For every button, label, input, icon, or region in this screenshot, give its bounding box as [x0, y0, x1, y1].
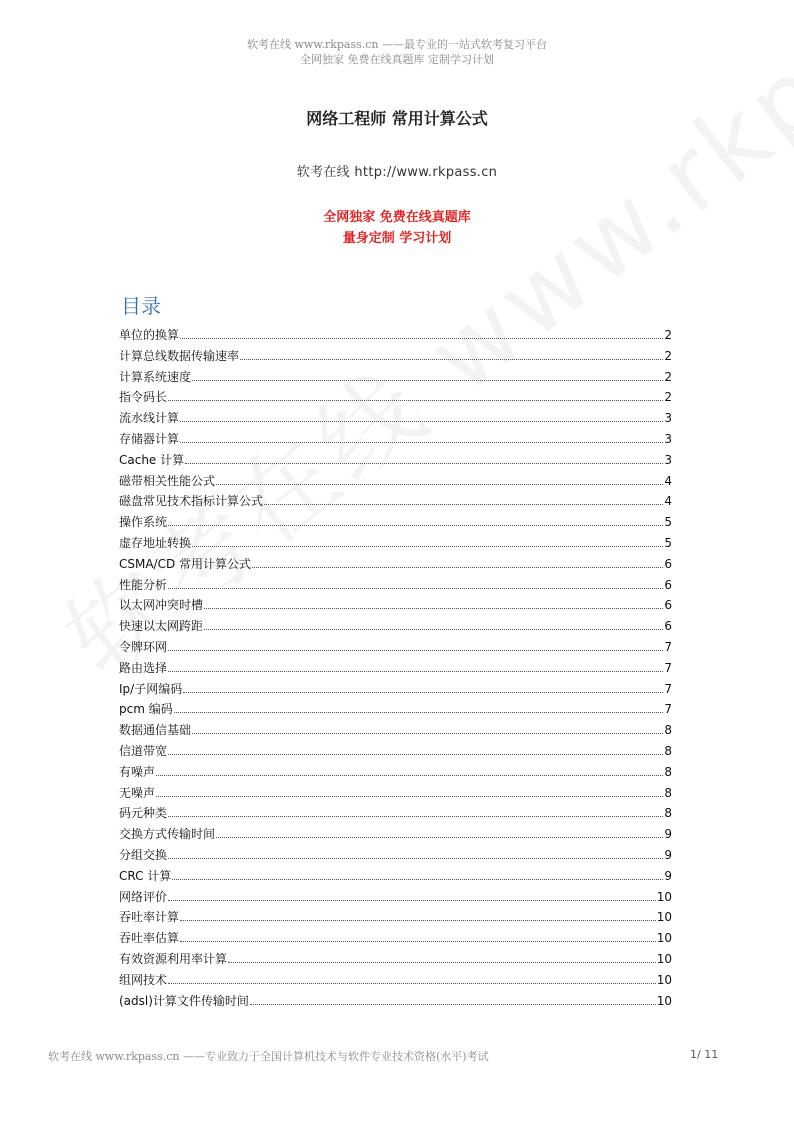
toc-entry-label: 快速以太网跨距 [119, 619, 204, 634]
toc-dot-leader [264, 504, 663, 505]
toc-entry-label: pcm 编码 [119, 702, 173, 717]
toc-entry-page: 10 [656, 931, 672, 946]
toc-entry-label: 无噪声 [119, 785, 156, 800]
toc-entry-label: 网络评价 [119, 889, 168, 904]
toc-entry[interactable] [119, 555, 672, 576]
toc-entry-label: 计算系统速度 [119, 369, 192, 384]
toc-entry-page: 4 [664, 494, 672, 509]
toc-entry-label: 信道带宽 [119, 743, 168, 758]
toc-entry[interactable] [119, 680, 672, 701]
site-link[interactable]: 软考在线 http://www.rkpass.cn [296, 165, 498, 180]
toc-entry-label: 分组交换 [119, 847, 168, 862]
toc-entry[interactable] [119, 867, 672, 888]
toc-entry-page: 6 [664, 619, 672, 634]
toc-entry[interactable] [119, 368, 672, 389]
toc-entry[interactable] [119, 992, 672, 1013]
toc-entry-label: 组网技术 [119, 972, 168, 987]
toc-entry[interactable] [119, 742, 672, 763]
toc-entry-label: CRC 计算 [119, 868, 172, 883]
toc-entry-label: 性能分析 [119, 577, 168, 592]
toc-entry-page: 7 [664, 681, 672, 696]
toc-entry[interactable] [119, 409, 672, 430]
toc-entry-page: 6 [664, 577, 672, 592]
toc-dot-leader [252, 567, 663, 568]
toc-entry-label: CSMA/CD 常用计算公式 [119, 556, 252, 571]
toc-entry[interactable] [119, 659, 672, 680]
toc-dot-leader [168, 400, 663, 401]
toc-dot-leader [168, 671, 663, 672]
toc-entry[interactable] [119, 825, 672, 846]
toc-dot-leader [216, 484, 663, 485]
toc-dot-leader [180, 338, 663, 339]
toc-entry-label: 吞吐率估算 [119, 931, 180, 946]
toc-entry-label: 吞吐率计算 [119, 910, 180, 925]
toc-entry-label: 磁带相关性能公式 [119, 473, 216, 488]
toc-entry-label: 磁盘常见技术指标计算公式 [119, 494, 264, 509]
toc-entry[interactable] [119, 784, 672, 805]
toc-entry-page: 3 [664, 452, 672, 467]
toc-entry-page: 2 [664, 390, 672, 405]
page-footer-text: 软考在线 www.rkpass.cn ——专业致力于全国计算机技术与软件专业技术资格(水平)考试 [48, 1050, 489, 1063]
toc-entry-page: 8 [664, 785, 672, 800]
toc-dot-leader [185, 463, 663, 464]
toc-entry-label: Cache 计算 [119, 452, 185, 467]
toc-entry[interactable] [119, 347, 672, 368]
toc-entry[interactable] [119, 763, 672, 784]
page-header-line1: 软考在线 www.rkpass.cn ——最专业的一站式软考复习平台 [247, 38, 547, 51]
toc-entry-page: 6 [664, 556, 672, 571]
toc-heading: 目录 [121, 294, 161, 318]
toc-entry-page: 8 [664, 743, 672, 758]
page-number: 1/ 11 [690, 1048, 719, 1061]
toc-dot-leader [174, 712, 664, 713]
toc-entry-page: 9 [664, 827, 672, 842]
toc-entry-page: 3 [664, 411, 672, 426]
toc-entry-page: 10 [656, 951, 672, 966]
toc-entry[interactable] [119, 950, 672, 971]
toc-entry-page: 10 [656, 910, 672, 925]
toc-dot-leader [172, 879, 663, 880]
toc-dot-leader [168, 754, 663, 755]
toc-dot-leader [192, 546, 663, 547]
promo-line-1: 全网独家 免费在线真题库 [323, 210, 471, 225]
toc-entry[interactable] [119, 430, 672, 451]
toc-entry[interactable] [119, 929, 672, 950]
toc-dot-leader [180, 941, 656, 942]
toc-dot-leader [204, 608, 663, 609]
toc-entry-page: 10 [656, 993, 672, 1008]
toc-entry-page: 5 [664, 515, 672, 530]
toc-entry-label: 交换方式传输时间 [119, 827, 216, 842]
toc-entry-page: 3 [664, 431, 672, 446]
toc-entry-label: Ip/子网编码 [119, 681, 183, 696]
table-of-contents [119, 326, 672, 1012]
toc-dot-leader [183, 692, 663, 693]
toc-entry-page: 10 [656, 972, 672, 987]
toc-dot-leader [168, 525, 663, 526]
toc-dot-leader [228, 962, 656, 963]
toc-entry-page: 5 [664, 535, 672, 550]
toc-entry-page: 8 [664, 806, 672, 821]
toc-dot-leader [168, 588, 663, 589]
toc-entry-label: 数据通信基础 [119, 723, 192, 738]
toc-entry-label: 有效资源利用率计算 [119, 951, 228, 966]
toc-entry-label: 虚存地址转换 [119, 535, 192, 550]
toc-dot-leader [180, 920, 656, 921]
toc-entry[interactable] [119, 888, 672, 909]
toc-dot-leader [180, 421, 663, 422]
document-title: 网络工程师 常用计算公式 [306, 109, 488, 128]
toc-entry-label: 流水线计算 [119, 411, 180, 426]
toc-dot-leader [180, 442, 663, 443]
toc-dot-leader [156, 796, 663, 797]
toc-entry-page: 2 [664, 328, 672, 342]
toc-entry-label: 码元种类 [119, 806, 168, 821]
toc-entry-label: 有噪声 [119, 764, 156, 779]
toc-dot-leader [168, 900, 656, 901]
toc-dot-leader [192, 380, 663, 381]
toc-entry[interactable] [119, 846, 672, 867]
toc-entry-page: 8 [664, 764, 672, 779]
toc-entry-page: 2 [664, 369, 672, 384]
toc-dot-leader [204, 629, 663, 630]
toc-dot-leader [250, 1004, 656, 1005]
toc-entry[interactable] [119, 576, 672, 597]
toc-entry-label: 路由选择 [119, 660, 168, 675]
toc-entry[interactable] [119, 492, 672, 513]
toc-dot-leader [168, 816, 663, 817]
toc-entry-label: 以太网冲突时槽 [119, 598, 204, 613]
toc-entry-page: 8 [664, 723, 672, 738]
toc-dot-leader [156, 775, 663, 776]
toc-entry-page: 7 [664, 660, 672, 675]
toc-entry[interactable] [119, 617, 672, 638]
promo-line-2: 量身定制 学习计划 [342, 231, 452, 246]
toc-dot-leader [216, 837, 663, 838]
toc-entry-label: (adsl)计算文件传输时间 [119, 993, 249, 1008]
toc-entry-page: 9 [664, 868, 672, 883]
toc-entry-label: 指令码长 [119, 390, 168, 405]
toc-entry-page: 2 [664, 348, 672, 363]
toc-dot-leader [168, 858, 663, 859]
toc-entry-page: 9 [664, 847, 672, 862]
toc-entry[interactable] [119, 804, 672, 825]
toc-entry[interactable] [119, 472, 672, 493]
toc-entry[interactable] [119, 971, 672, 992]
toc-entry-page: 7 [664, 702, 672, 717]
toc-entry-label: 操作系统 [119, 515, 168, 530]
toc-dot-leader [168, 983, 656, 984]
toc-entry[interactable] [119, 388, 672, 409]
toc-entry-label: 单位的换算 [119, 328, 180, 342]
toc-dot-leader [168, 650, 663, 651]
toc-entry[interactable] [119, 638, 672, 659]
toc-entry-page: 4 [664, 473, 672, 488]
toc-entry-label: 存储器计算 [119, 431, 180, 446]
toc-dot-leader [240, 359, 663, 360]
toc-entry-page: 7 [664, 639, 672, 654]
toc-entry[interactable] [119, 700, 672, 721]
toc-entry[interactable] [119, 513, 672, 534]
toc-entry[interactable] [119, 451, 672, 472]
toc-entry[interactable] [119, 596, 672, 617]
toc-entry-label: 令牌环网 [119, 639, 168, 654]
toc-entry[interactable] [119, 326, 672, 347]
toc-entry[interactable] [119, 534, 672, 555]
toc-entry[interactable] [119, 721, 672, 742]
toc-entry-page: 6 [664, 598, 672, 613]
toc-entry-page: 10 [656, 889, 672, 904]
toc-entry[interactable] [119, 908, 672, 929]
toc-entry-label: 计算总线数据传输速率 [119, 348, 240, 363]
page-header-line2: 全网独家 免费在线真题库 定制学习计划 [300, 53, 494, 66]
toc-dot-leader [192, 733, 663, 734]
